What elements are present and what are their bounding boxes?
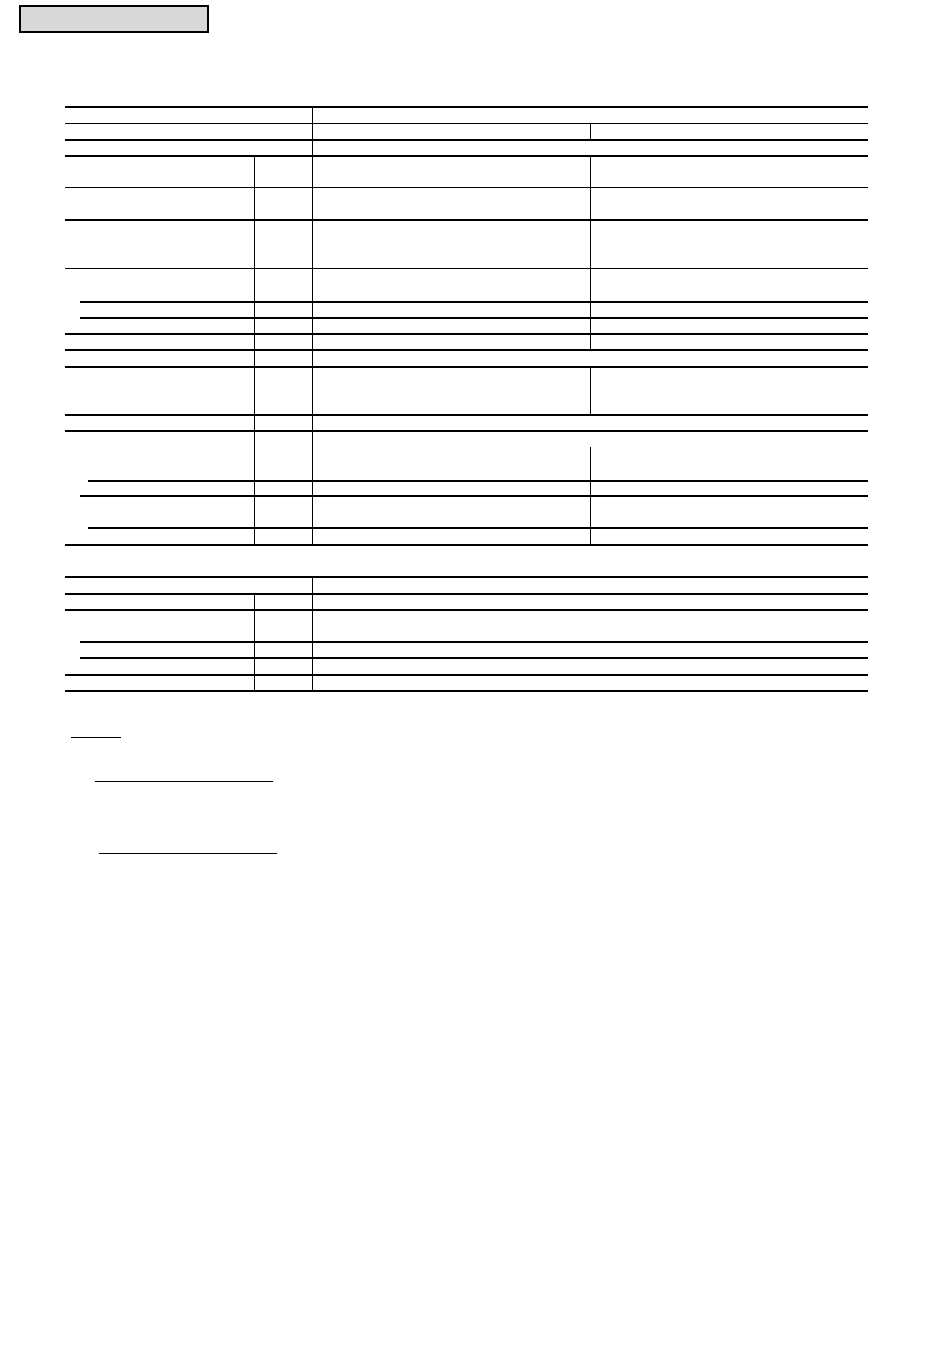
note-1-underline: [95, 781, 273, 782]
table-rule: [65, 690, 868, 692]
table-rule: [65, 544, 868, 546]
notes-heading-underline: [71, 737, 121, 738]
table-rule: [80, 317, 868, 319]
table-rule: [312, 106, 313, 545]
table-row: [70, 125, 310, 139]
table-rule: [65, 609, 868, 611]
table-row: [70, 141, 310, 155]
table-rule: [590, 366, 591, 415]
table-rule: [312, 576, 313, 691]
table-rule: [65, 430, 868, 432]
table-rule: [65, 219, 868, 221]
table-rule: [590, 447, 591, 545]
table-rule: [65, 674, 868, 676]
table-rule: [65, 268, 868, 269]
table-row: [70, 160, 250, 184]
table-rule: [65, 333, 868, 335]
table-rule: [80, 495, 868, 497]
table-rule: [65, 155, 868, 157]
table-rule: [80, 301, 868, 303]
table-row: [70, 192, 250, 216]
table-rule: [254, 155, 255, 545]
note-2-underline: [99, 853, 277, 854]
table-rule: [65, 576, 868, 578]
table-rule: [80, 657, 868, 659]
table-row: [70, 108, 310, 122]
table-rule: [65, 414, 868, 416]
table-rule: [65, 366, 868, 368]
table-rule: [88, 527, 868, 529]
table-rule: [590, 123, 591, 140]
table-rule: [65, 187, 868, 188]
table-rule: [65, 123, 868, 124]
table-rule: [80, 641, 868, 643]
table-row: [70, 224, 250, 264]
table-rule: [590, 155, 591, 350]
table-rule: [65, 593, 868, 595]
table-rule: [88, 480, 868, 482]
table-rule: [254, 593, 255, 691]
table-rule: [65, 349, 868, 351]
table-row: [70, 579, 310, 592]
